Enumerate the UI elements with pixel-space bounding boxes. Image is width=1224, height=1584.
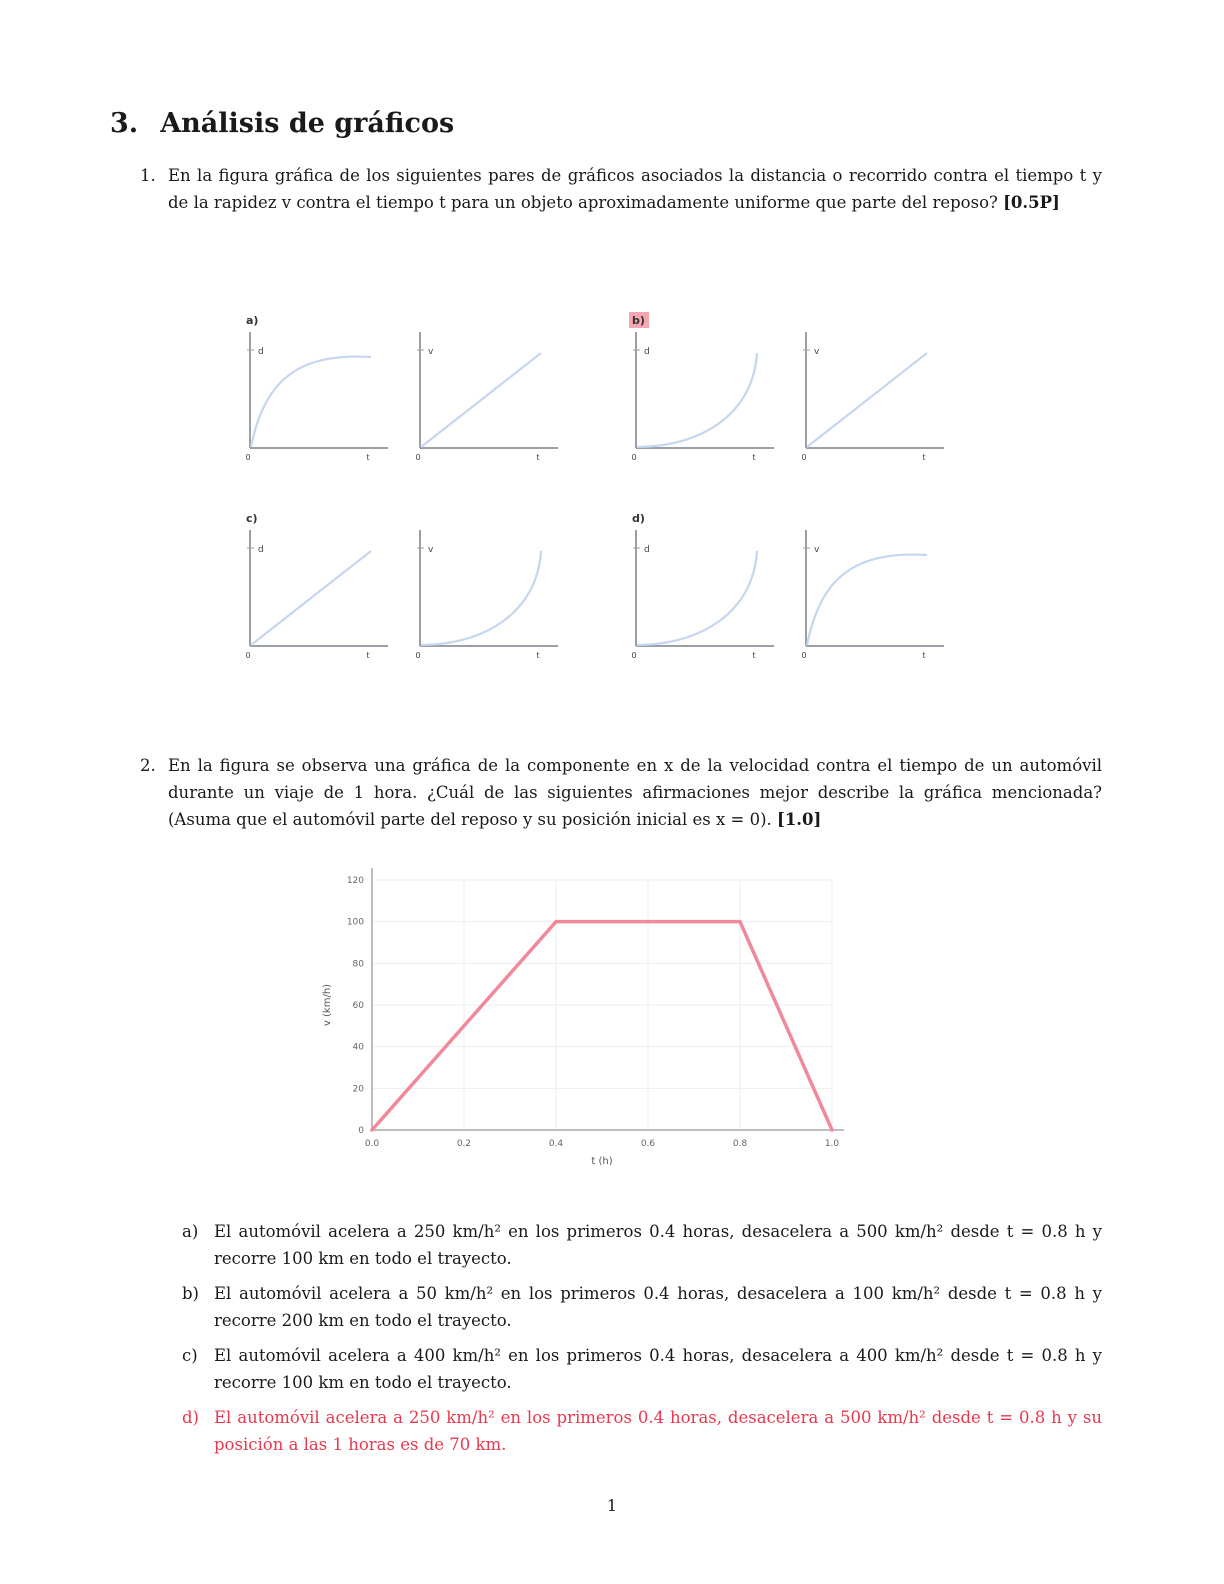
- question-1: [140, 162, 1102, 216]
- option-c-label: c): [182, 1346, 198, 1365]
- graph-0-left: [245, 332, 388, 462]
- graph-2-right-y-label: v: [428, 545, 434, 555]
- graph-pairs-figure: [230, 300, 990, 680]
- option-d-text: El automóvil acelera a 250 km/h² en los primeros 0.4 horas, desacelera a 500 km/h² desde t = 0.8 h y su posición a las 1 horas es de 70 km.: [214, 1408, 1102, 1454]
- graph-1-right: [801, 332, 944, 462]
- chart-series-0-point-2: [738, 920, 742, 924]
- graph-3-right-origin-label: 0: [801, 651, 807, 660]
- graph-0-left-curve: [251, 357, 371, 447]
- chart-y-tick-label-4: 80: [352, 959, 364, 970]
- option-c[interactable]: [182, 1342, 1102, 1396]
- graph-2-right: [415, 530, 558, 660]
- graph-1-left-curve: [637, 353, 757, 447]
- graph-3-left-t-label: t: [752, 651, 756, 660]
- chart-x-tick-label-3: 0.6: [640, 1139, 656, 1149]
- question-2: [140, 752, 1102, 833]
- graph-1-left-t-label: t: [752, 453, 756, 462]
- chart-x-tick-label-5: 1.0: [824, 1139, 840, 1149]
- question-1-text: En la figura gráfica de los siguientes pares de gráficos asociados la distancia o recorrido contra el tiempo t y de la rapidez v contra el tiempo t para un objeto aproximadamente uniforme que parte del reposo?: [168, 166, 1102, 212]
- chart-series-0-point-3: [830, 1128, 834, 1132]
- graph-1-right-y-label: v: [814, 347, 820, 357]
- graph-1-right-t-label: t: [922, 453, 926, 462]
- option-b-label: b): [182, 1284, 199, 1303]
- graph-2-right-curve: [421, 551, 541, 645]
- graph-1-left: [631, 332, 774, 462]
- graph-3-left-curve: [637, 551, 757, 645]
- option-c-text: El automóvil acelera a 400 km/h² en los primeros 0.4 horas, desacelera a 400 km/h² desde t = 0.8 h y recorre 100 km en todo el trayecto.: [214, 1346, 1102, 1392]
- graph-3-right-t-label: t: [922, 651, 926, 660]
- question-2-text: En la figura se observa una gráfica de la componente en x de la velocidad contra el tiempo de un automóvil durante un viaje de 1 hora. ¿Cuál de las siguientes afirmaciones mejor describe la gráfica mencionada? (Asuma que el automóvil parte del reposo y su posición inicial es x = 0).: [168, 756, 1102, 829]
- graph-3-right-y-label: v: [814, 545, 820, 555]
- answer-options: [182, 1218, 1102, 1466]
- chart-y-tick-label-1: 20: [352, 1084, 364, 1095]
- chart-y-tick-label-3: 60: [352, 1001, 364, 1011]
- section-number: 3.: [110, 108, 139, 139]
- section-title-text: Análisis de gráficos: [160, 108, 455, 139]
- chart-x-tick-label-4: 0.8: [732, 1139, 748, 1149]
- graph-1-label: b): [632, 314, 645, 327]
- graph-2-left-t-label: t: [366, 651, 370, 660]
- graph-0-right: [415, 332, 558, 462]
- graph-3-right-curve: [807, 555, 927, 645]
- chart-y-tick-label-5: 100: [346, 917, 364, 928]
- option-a[interactable]: [182, 1218, 1102, 1272]
- graph-0-label: a): [246, 314, 259, 327]
- chart-x-tick-label-0: 0.0: [364, 1139, 380, 1149]
- chart-x-label: t (h): [591, 1156, 613, 1167]
- question-2-body: [168, 752, 1102, 833]
- option-d[interactable]: [182, 1404, 1102, 1458]
- chart-y-label: v (km/h): [322, 983, 333, 1027]
- graph-3-left-y-label: d: [644, 545, 650, 555]
- option-a-label: a): [182, 1222, 199, 1241]
- question-1-body: [168, 162, 1102, 216]
- option-a-text: El automóvil acelera a 250 km/h² en los primeros 0.4 horas, desacelera a 500 km/h² desde t = 0.8 h y recorre 100 km en todo el trayecto.: [214, 1222, 1102, 1268]
- graph-2-right-origin-label: 0: [415, 651, 421, 660]
- graph-1-left-origin-label: 0: [631, 453, 637, 462]
- velocity-time-chart: [310, 858, 870, 1178]
- graph-2-label: c): [246, 512, 258, 525]
- graph-1-right-curve: [807, 353, 927, 447]
- chart-y-tick-label-6: 120: [346, 876, 364, 886]
- graph-2-left: [245, 530, 388, 660]
- graph-2-left-curve: [251, 551, 371, 645]
- graph-1-left-y-label: d: [644, 347, 650, 357]
- chart-x-tick-label-2: 0.4: [548, 1139, 564, 1149]
- graph-3-label: d): [632, 512, 645, 525]
- graph-0-left-origin-label: 0: [245, 453, 251, 462]
- graph-2-left-origin-label: 0: [245, 651, 251, 660]
- section-title: [110, 108, 454, 139]
- option-d-label: d): [182, 1408, 199, 1427]
- graph-0-right-y-label: v: [428, 347, 434, 357]
- graph-3-left-origin-label: 0: [631, 651, 637, 660]
- question-2-points: [1.0]: [777, 810, 822, 829]
- graph-0-left-t-label: t: [366, 453, 370, 462]
- graph-2-left-y-label: d: [258, 545, 264, 555]
- chart-x-tick-label-1: 0.2: [456, 1139, 472, 1149]
- chart-series-0-point-0: [370, 1128, 374, 1132]
- chart-series-0-point-1: [554, 920, 558, 924]
- graph-2-right-t-label: t: [536, 651, 540, 660]
- question-2-number: 2.: [140, 756, 156, 775]
- chart-y-tick-label-2: 40: [352, 1042, 364, 1053]
- graph-0-left-y-label: d: [258, 347, 264, 357]
- graph-3-left: [631, 530, 774, 660]
- option-b-text: El automóvil acelera a 50 km/h² en los primeros 0.4 horas, desacelera a 100 km/h² desde t = 0.8 h y recorre 200 km en todo el trayecto.: [214, 1284, 1102, 1330]
- option-b[interactable]: [182, 1280, 1102, 1334]
- question-1-number: 1.: [140, 166, 156, 185]
- graph-1-right-origin-label: 0: [801, 453, 807, 462]
- page-number: 1: [606, 1496, 618, 1515]
- chart-y-tick-label-0: 0: [358, 1126, 364, 1136]
- graph-3-right: [801, 530, 944, 660]
- graph-0-right-t-label: t: [536, 453, 540, 462]
- graph-0-right-curve: [421, 353, 541, 447]
- question-1-points: [0.5P]: [1003, 193, 1060, 212]
- graph-0-right-origin-label: 0: [415, 453, 421, 462]
